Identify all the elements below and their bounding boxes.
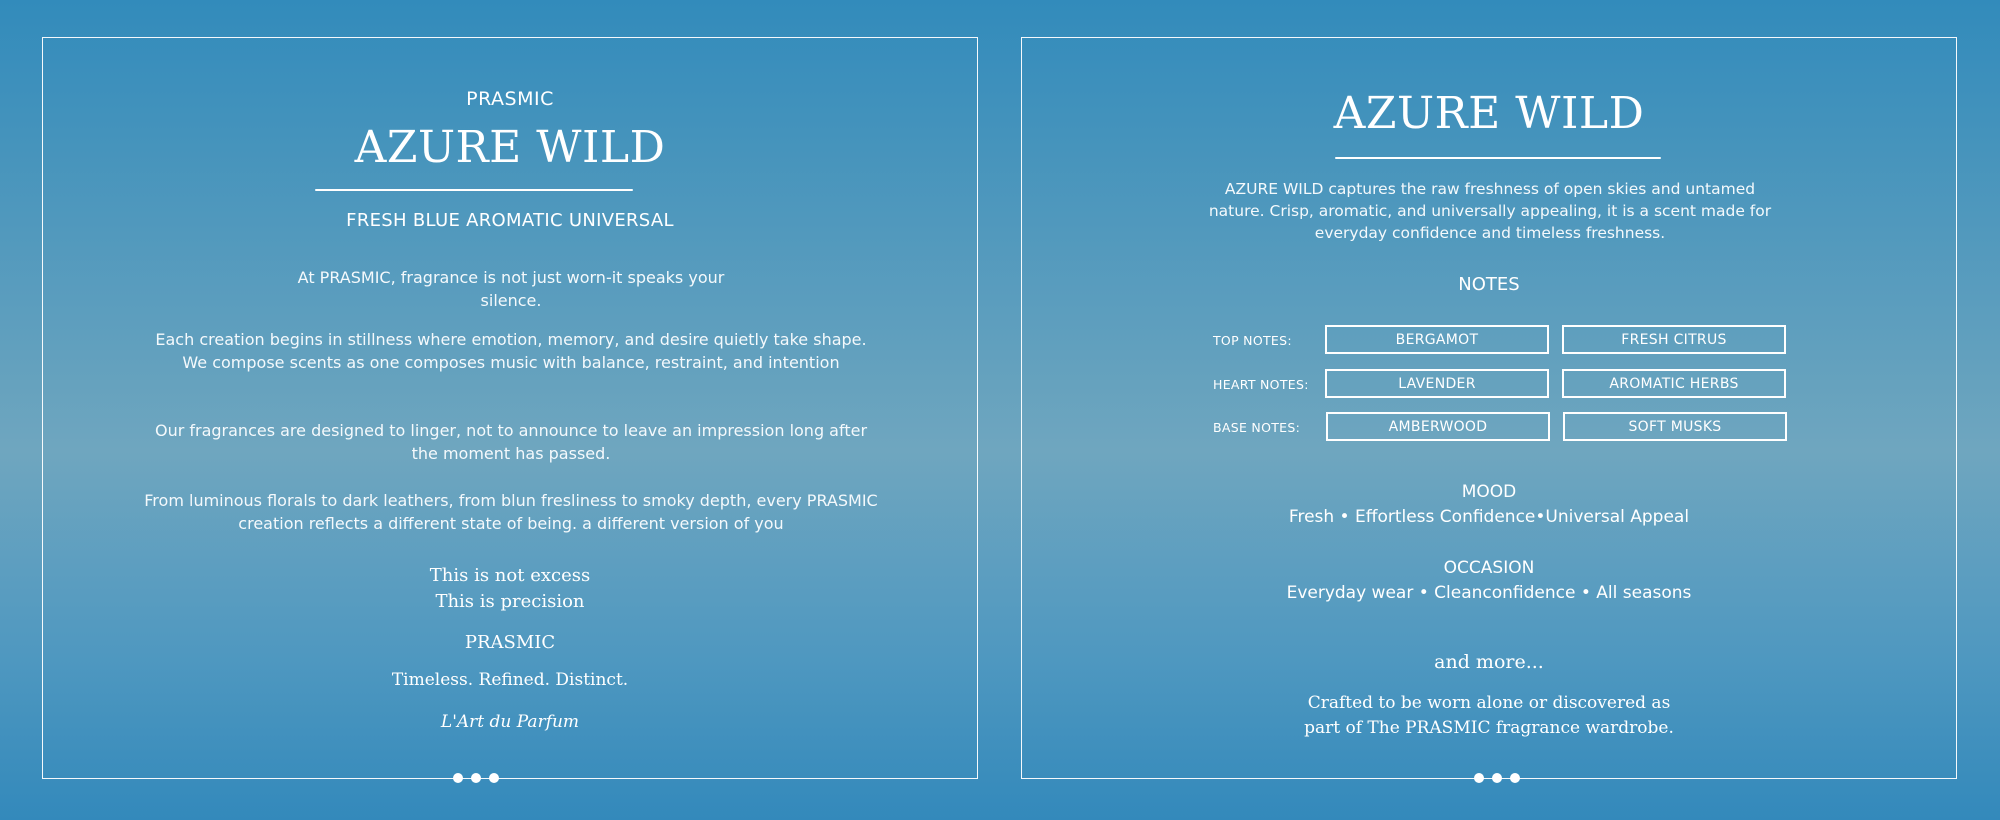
brand-name: PRASMIC [466, 88, 554, 110]
note-chip: BERGAMOT [1325, 325, 1549, 354]
dot-icon [1492, 773, 1502, 783]
linger-paragraph: Our fragrances are designed to linger, not to announce to leave an impression long after the moment has passed. [154, 421, 868, 463]
note-chip: SOFT MUSKS [1563, 412, 1787, 441]
heart-notes-label: HEART NOTES: [1213, 377, 1309, 392]
page-indicator [1474, 773, 1520, 783]
mood-heading: MOOD [1461, 482, 1517, 502]
title-divider [1335, 157, 1661, 159]
note-chip: LAVENDER [1325, 369, 1549, 398]
closing-line: part of The PRASMIC fragrance wardrobe. [1304, 718, 1674, 738]
product-description: AZURE WILD captures the raw freshness of open skies and untamed nature. Crisp, aromatic, and universally appealing, it is a scent made for everyday confidence and timeless freshness. [1208, 180, 1772, 242]
quote-block [43, 563, 977, 615]
tagline: Timeless. Refined. Distinct. [391, 670, 629, 690]
occasion-value: Everyday wear • Cleanconfidence • All seasons [1286, 583, 1692, 603]
more-text: and more... [1434, 651, 1544, 673]
notes-heading: NOTES [1458, 274, 1520, 295]
mood-value: Fresh • Effortless Confidence•Universal Appeal [1288, 507, 1690, 527]
dot-icon [1510, 773, 1520, 783]
product-title: AZURE WILD [1333, 88, 1645, 139]
title-divider [315, 189, 633, 191]
note-chip: FRESH CITRUS [1562, 325, 1786, 354]
signature-brand: PRASMIC [464, 632, 556, 653]
dot-icon [471, 773, 481, 783]
note-chip: AMBERWOOD [1326, 412, 1550, 441]
closing-line: Crafted to be worn alone or discovered as [1307, 693, 1671, 713]
quote-line: This is not excess [429, 565, 591, 586]
left-panel [42, 37, 978, 779]
note-chip: AROMATIC HERBS [1562, 369, 1786, 398]
motto: L'Art du Parfum [440, 712, 580, 732]
dot-icon [453, 773, 463, 783]
top-notes-label: TOP NOTES: [1213, 333, 1292, 348]
creation-paragraph: Each creation begins in stillness where emotion, memory, and desire quietly take shape. We compose scents as one composes music with balance, restraint, and intention [155, 330, 867, 372]
product-subtitle: FRESH BLUE AROMATIC UNIVERSAL [346, 210, 674, 231]
dot-icon [489, 773, 499, 783]
range-paragraph: From luminous florals to dark leathers, from blun fresliness to smoky depth, every PRASMIC creation reflects a different state of being. a different version of you [144, 491, 878, 533]
occasion-heading: OCCASION [1443, 558, 1535, 578]
closing-text [1022, 691, 1956, 741]
quote-line: This is precision [435, 591, 585, 612]
intro-paragraph: At PRASMIC, fragrance is not just worn-it speaks your silence. [297, 268, 725, 310]
page-indicator [453, 773, 499, 783]
product-title: AZURE WILD [354, 122, 666, 173]
base-notes-label: BASE NOTES: [1213, 420, 1301, 435]
right-panel [1021, 37, 1957, 779]
dot-icon [1474, 773, 1484, 783]
